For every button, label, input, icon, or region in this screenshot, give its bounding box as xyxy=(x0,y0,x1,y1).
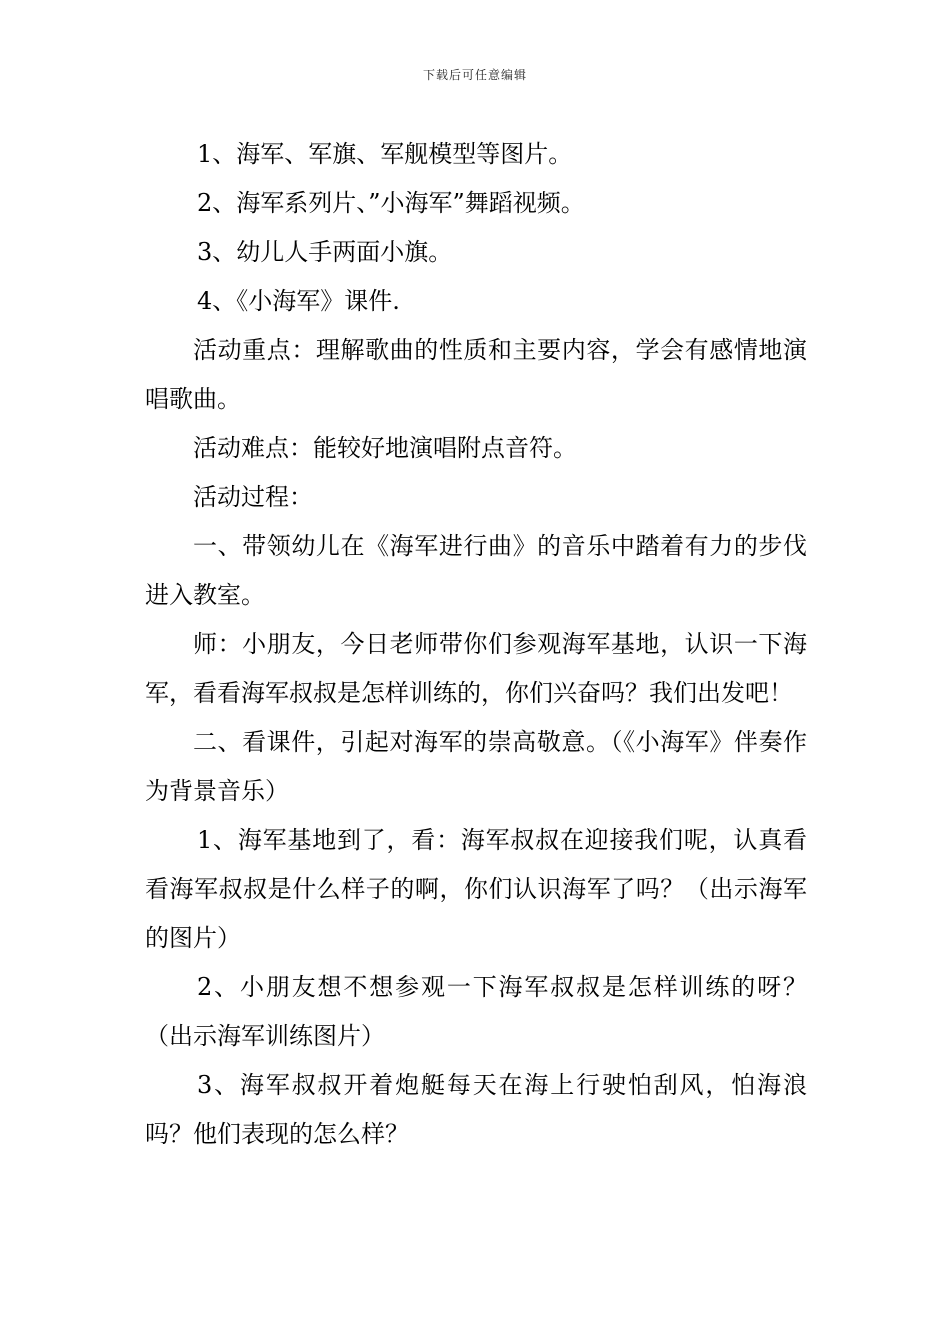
substep-2: 2、小朋友想不想参观一下海军叔叔是怎样训练的呀？（出示海军训练图片） xyxy=(145,973,807,1050)
page-header: 下载后可任意编辑 xyxy=(422,68,527,82)
substep-3: 3、海军叔叔开着炮艇每天在海上行驶怕刮风，怕海浪吗？他们表现的怎么样？ xyxy=(145,1071,807,1148)
teacher-speech: 师：小朋友，今日老师带你们参观海军基地，认识一下海军，看看海军叔叔是怎样训练的，你们兴奋吗？我们出发吧！ xyxy=(145,630,807,707)
activity-difficulty: 活动难点：能较好地演唱附点音符。 xyxy=(193,434,577,462)
material-item-3: 3、幼儿人手两面小旗。 xyxy=(197,238,453,266)
material-item-4: 4、《小海军》课件. xyxy=(197,287,400,315)
process-step-2: 二、看课件，引起对海军的崇高敬意。（《小海军》伴奏作为背景音乐） xyxy=(145,728,807,805)
activity-process-heading: 活动过程： xyxy=(193,483,313,511)
material-item-1: 1、海军、军旗、军舰模型等图片。 xyxy=(197,140,573,168)
substep-1: 1、海军基地到了，看：海军叔叔在迎接我们呢，认真看看海军叔叔是什么样子的啊，你们认识海军了吗？（出示海军的图片） xyxy=(145,826,807,952)
activity-key-point: 活动重点：理解歌曲的性质和主要内容，学会有感情地演唱歌曲。 xyxy=(145,336,807,413)
material-item-2: 2、海军系列片、”小海军”舞蹈视频。 xyxy=(197,189,585,217)
process-step-1: 一、带领幼儿在《海军进行曲》的音乐中踏着有力的步伐进入教室。 xyxy=(145,532,807,609)
document-body xyxy=(145,130,807,1159)
